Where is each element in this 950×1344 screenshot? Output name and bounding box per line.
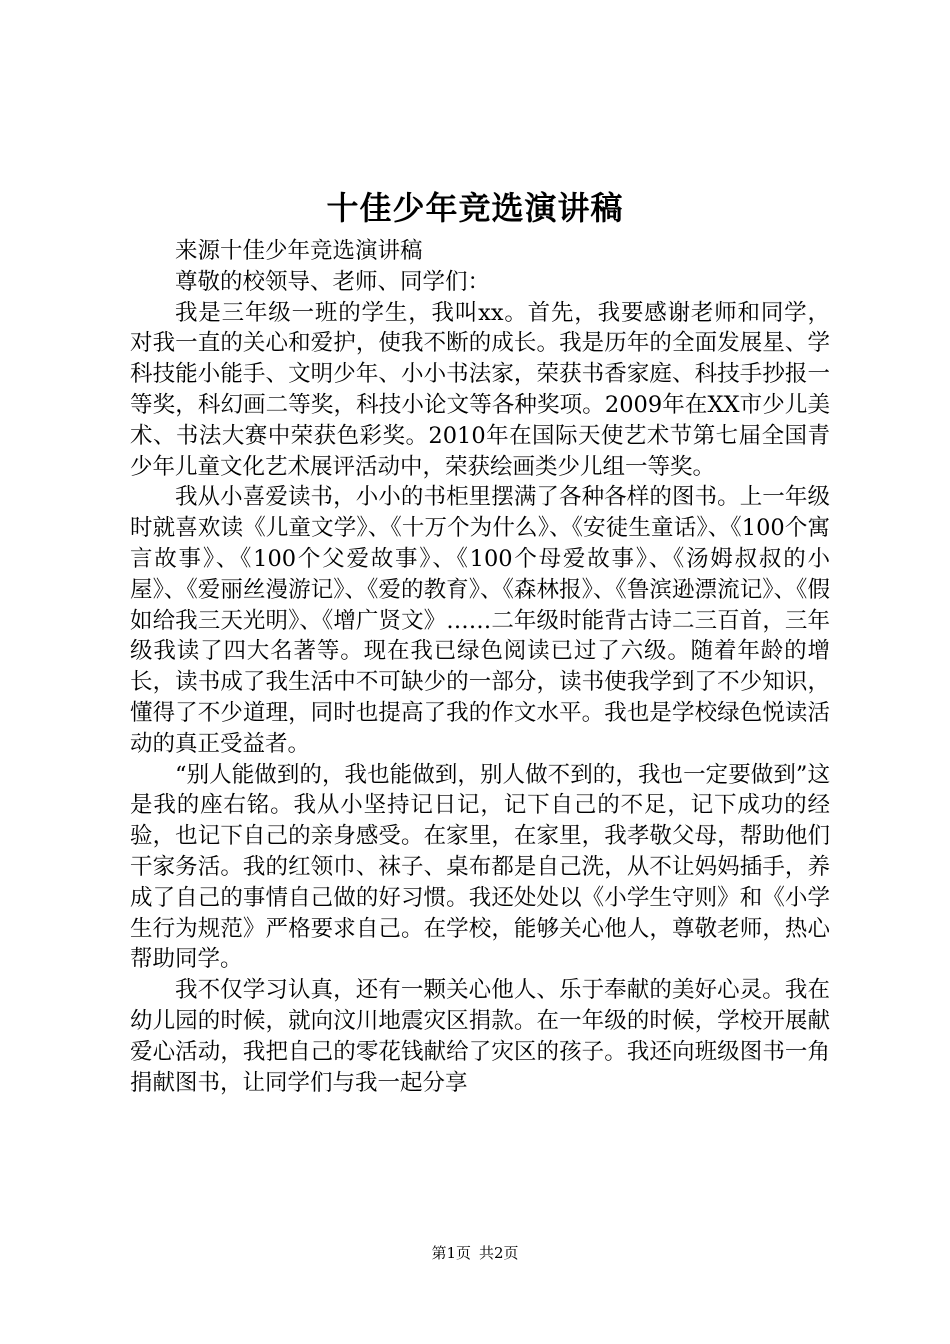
salutation: 尊敬的校领导、老师、同学们： <box>175 268 491 295</box>
paragraph-motto: “别人能做到的，我也能做到，别人做不到的，我也一定要做到”这是我的座右铭。我从小坚持记日记，记下自己的不足，记下成功的经验，也记下自己的亲身感受。在家里，在家里，我孝敬父母，帮助他们干家务活。我的红领巾、袜子、桌布都是自己洗，从不让妈妈插手，养成了自己的事情自己做的好习惯。我还处处以《小学生守则》和《小学生行为规范》严格要求自己。在学校，能够关心他人，尊敬老师，热心帮助同学。 <box>130 761 830 973</box>
document-body <box>130 236 830 1098</box>
page-footer <box>0 1243 950 1263</box>
paragraph-reading: 我从小喜爱读书，小小的书柜里摆满了各种各样的图书。上一年级时就喜欢读《儿童文学》、《十万个为什么》、《安徒生童话》、《100个寓言故事》、《100个父爱故事》、《100个母爱故事》、《汤姆叔叔的小屋》、《爱丽丝漫游记》、《爱的教育》、《森林报》、《鲁滨逊漂流记》、《假如给我三天光明》、《增广贤文》……二年级时能背古诗二三百首，三年级我读了四大名著等。现在我已绿色阅读已过了六级。随着年龄的增长，读书成了我生活中不可缺少的一部分，读书使我学到了不少知识，懂得了不少道理，同时也提高了我的作文水平。我也是学校绿色悦读活动的真正受益者。 <box>130 484 830 757</box>
document-title: 十佳少年竞选演讲稿 <box>326 189 624 227</box>
paragraph-kindness: 我不仅学习认真，还有一颗关心他人、乐于奉献的美好心灵。我在幼儿园的时候，就向汶川地震灾区捐款。在一年级的时候，学校开展献爱心活动，我把自己的零花钱献给了灾区的孩子。我还向班级图书一角捐献图书，让同学们与我一起分享 <box>130 977 830 1096</box>
paragraph-introduction: 我是三年级一班的学生，我叫xx。首先，我要感谢老师和同学，对我一直的关心和爱护，使我不断的成长。我是历年的全面发展星、学科技能小能手、文明少年、小小书法家，荣获书香家庭、科技手抄报一等奖，科幻画二等奖，科技小论文等各种奖项。2009年在XX市少儿美术、书法大赛中荣获色彩奖。2010年在国际天使艺术节第七届全国青少年儿童文化艺术展评活动中，荣获绘画类少儿组一等奖。 <box>130 299 830 480</box>
source-line: 来源十佳少年竞选演讲稿 <box>175 238 423 264</box>
page-total: 共2页 <box>479 1244 519 1262</box>
page-number: 第1页 <box>431 1244 471 1262</box>
